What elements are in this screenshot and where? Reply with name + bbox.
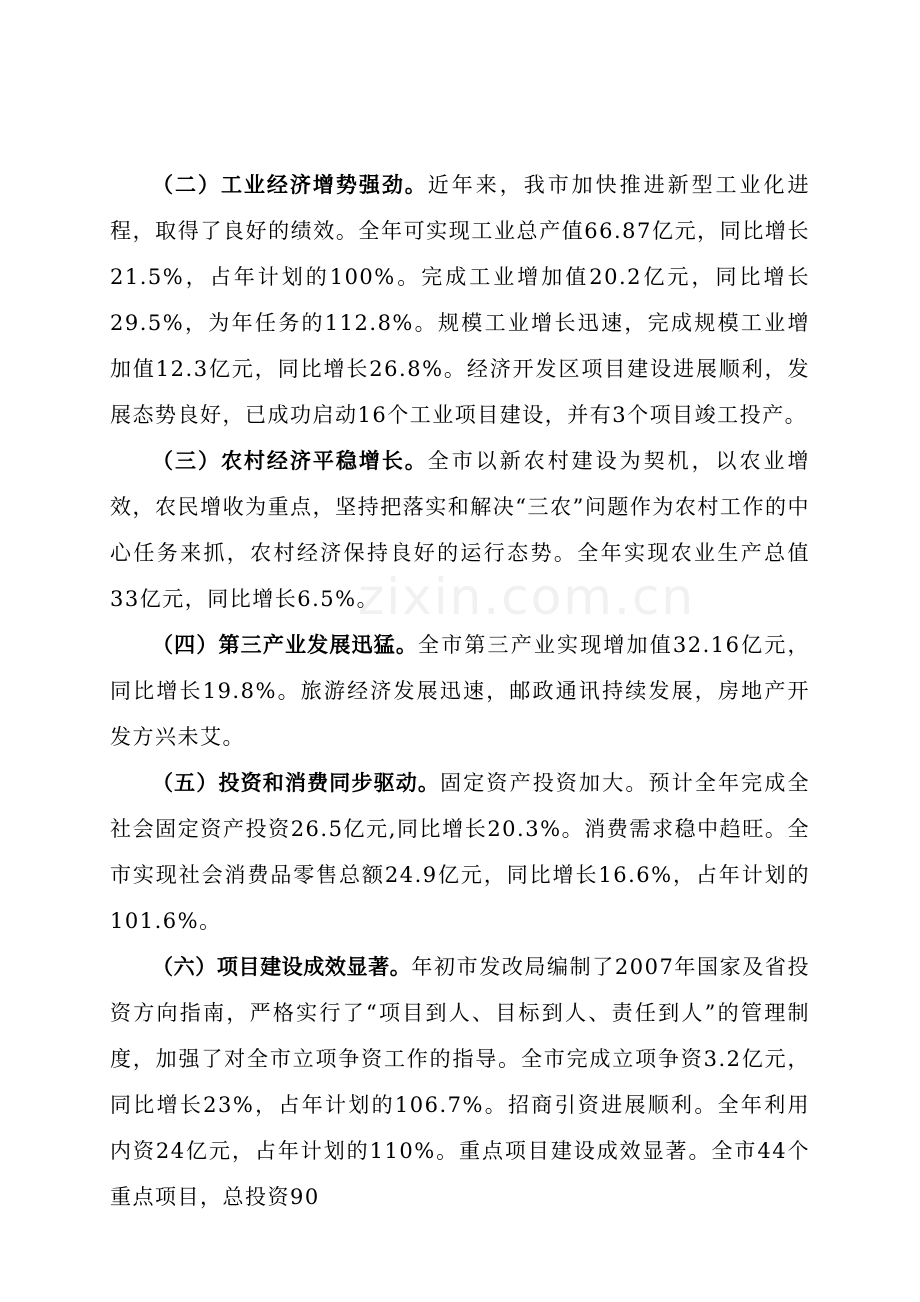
paragraph-body: 年初市发改局编制了2007年国家及省投资方向指南，严格实行了“项目到人、目标到人、责任到人”的管理制度，加强了对全市立项争资工作的指导。全市完成立项争资3.2亿元，同比增长23%，占年计划的106.7%。招商引资进展顺利。全年利用内资24亿元，占年计划的110%。重点项目建设成效显著。全市44个重点项目，总投资90: [110, 955, 810, 1209]
watermark-text: zixin.com.cn: [358, 568, 696, 626]
paragraph-heading: （三）农村经济平稳增长。: [152, 449, 428, 473]
paragraph-heading: （四）第三产业发展迅猛。: [152, 633, 419, 657]
paragraph-heading: （五）投资和消费同步驱动。: [152, 771, 441, 795]
paragraph-heading: （二）工业经济增势强劲。: [152, 173, 428, 197]
paragraph-projects: [110, 944, 810, 1220]
paragraph-rural: [110, 438, 810, 622]
paragraph-body: 全市以新农村建设为契机，以农业增效，农民增收为重点，坚持把落实和解决“三农”问题作为农村工作的中心任务来抓，农村经济保持良好的运行态势。全年实现农业生产总值33亿元，同比增长6.5%。: [110, 449, 811, 611]
document-page: [110, 162, 810, 1220]
paragraph-investment: [110, 760, 810, 944]
paragraph-body: 固定资产投资加大。预计全年完成全社会固定资产投资26.5亿元,同比增长20.3%。消费需求稳中趋旺。全市实现社会消费品零售总额24.9亿元，同比增长16.6%，占年计划的101.6%。: [110, 771, 811, 933]
paragraph-body: 全市第三产业实现增加值32.16亿元，同比增长19.8%。旅游经济发展迅速，邮政通讯持续发展，房地产开发方兴未艾。: [110, 633, 811, 749]
paragraph-tertiary: [110, 622, 810, 760]
paragraph-industry: [110, 162, 810, 438]
paragraph-heading: （六）项目建设成效显著。: [152, 955, 412, 979]
paragraph-body: 近年来，我市加快推进新型工业化进程，取得了良好的绩效。全年可实现工业总产值66.87亿元，同比增长21.5%，占年计划的100%。完成工业增加值20.2亿元，同比增长29.5%，为年任务的112.8%。规模工业增长迅速，完成规模工业增加值12.3亿元，同比增长26.8%。经济开发区项目建设进展顺利，发展态势良好，已成功启动16个工业项目建设，并有3个项目竣工投产。: [110, 173, 811, 427]
